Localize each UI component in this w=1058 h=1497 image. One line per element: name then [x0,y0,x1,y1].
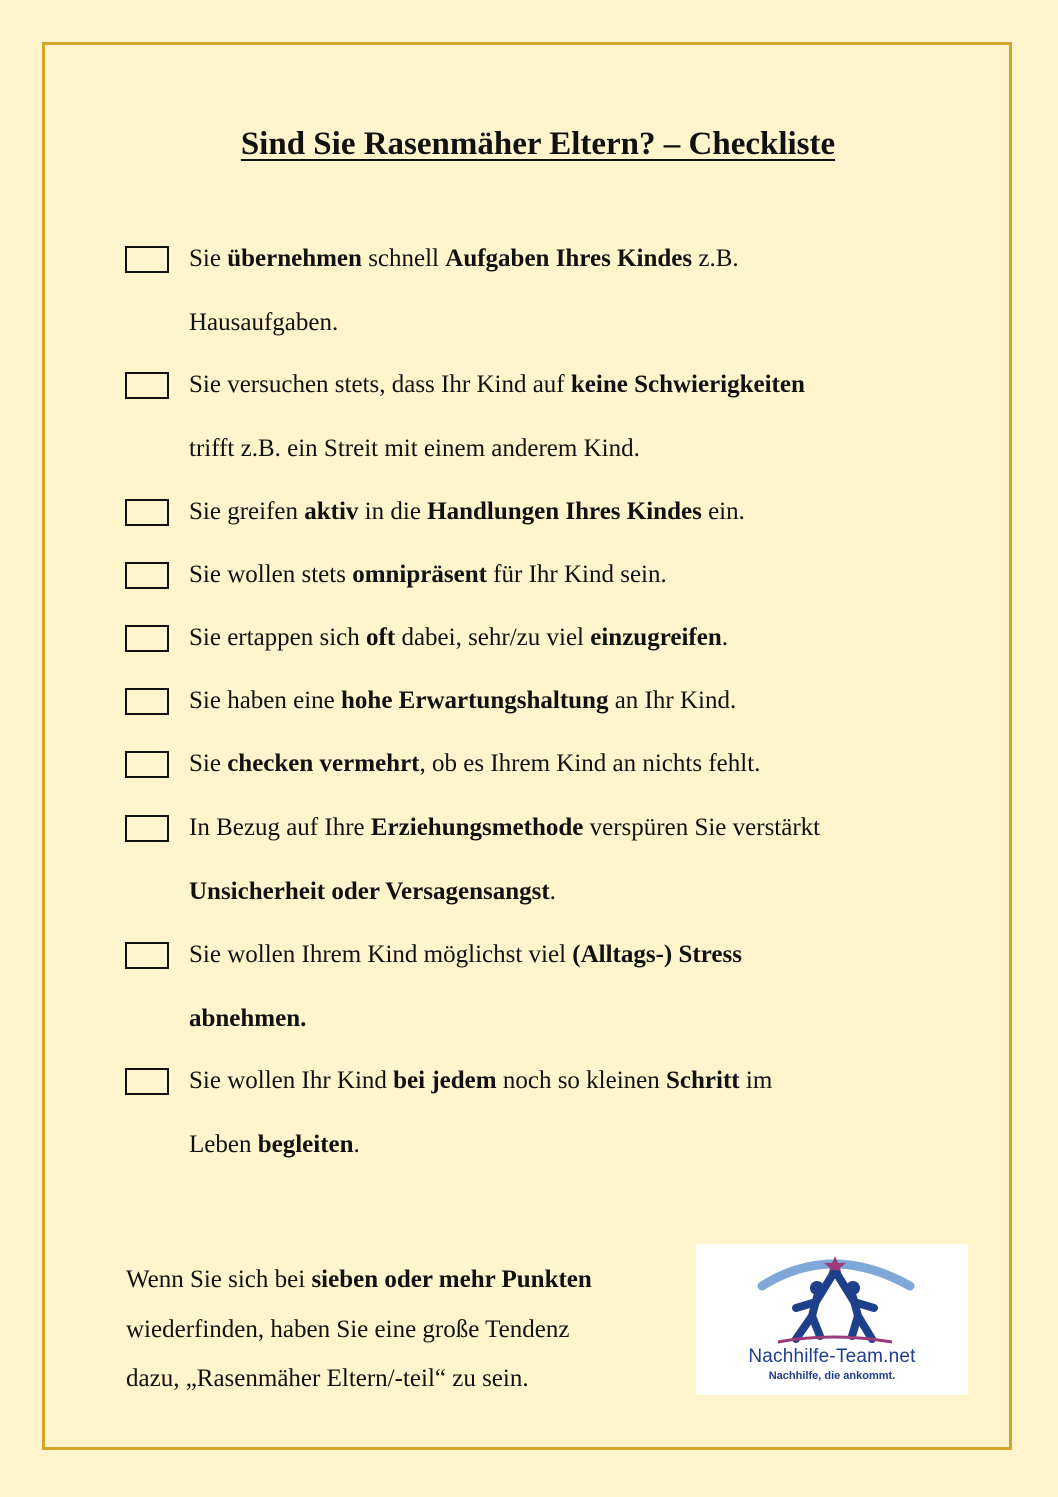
text-run: Sie wollen Ihrem Kind möglichst viel [189,941,573,968]
text-run: . [721,624,728,651]
item-text-line [189,1130,360,1160]
text-run: In Bezug auf Ihre [189,814,371,841]
bold-text: sieben oder mehr Punkten [311,1266,592,1293]
item-text-line [189,244,739,274]
bold-text: checken vermehrt [227,750,420,777]
item-text-line [189,686,736,716]
bold-text: einzugreifen [590,624,722,651]
bold-text: (Alltags-) Stress [572,941,742,968]
checkbox[interactable] [125,751,169,778]
text-run: ein. [701,498,745,525]
bold-text: bei jedem [393,1067,497,1094]
bold-text: Unsicherheit oder Versagensangst [189,877,550,905]
item-text-line [189,560,667,590]
bold-text: Schritt [666,1067,740,1094]
item-text-line [189,623,728,653]
text-run: Sie wollen Ihr Kind [189,1067,394,1094]
text-run: z.B. [692,245,739,272]
item-text-line [189,434,640,464]
checkbox[interactable] [125,246,169,273]
text-run: trifft z.B. ein Streit mit einem anderem Kind. [189,434,640,462]
checkbox[interactable] [125,815,169,842]
bold-text: abnehmen. [189,1004,307,1032]
bold-text: hohe Erwartungshaltung [341,687,609,714]
item-text-line [189,308,338,338]
bold-text: Erziehungsmethode [370,814,584,841]
item-text-line [189,497,745,527]
text-run: . [549,877,556,905]
text-run: schnell [361,245,446,272]
checkbox[interactable] [125,1068,169,1095]
logo-tagline: Nachhilfe, die ankommt. [768,1370,896,1382]
footer-line [126,1305,686,1355]
checkbox[interactable] [125,688,169,715]
bold-text: oft [366,624,396,651]
footer-note [126,1255,686,1404]
text-run: , ob es Ihrem Kind an nichts fehlt. [419,750,761,777]
item-text-line [189,940,742,970]
item-text-line [189,749,760,779]
checkbox[interactable] [125,562,169,589]
item-text-line [189,370,805,400]
text-run: dabei, sehr/zu viel [395,624,591,651]
text-run: für Ihr Kind sein. [486,561,667,588]
bold-text: begleiten [257,1130,354,1158]
item-text-line [189,1004,306,1034]
text-run: Leben [189,1130,258,1158]
checkbox[interactable] [125,372,169,399]
logo [696,1244,968,1395]
text-run: dazu, „Rasenmäher Eltern/-teil“ zu sein. [126,1365,529,1392]
footer-line [126,1255,686,1305]
text-run: Wenn Sie sich bei [126,1266,312,1293]
logo-name: Nachhilfe-Team.net [748,1346,916,1367]
page-title: Sind Sie Rasenmäher Eltern? – Checkliste [240,126,836,162]
item-text-line [189,1066,772,1096]
item-text-line [189,877,556,907]
text-run: in die [358,498,428,525]
checkbox[interactable] [125,499,169,526]
checkbox[interactable] [125,625,169,652]
text-run: Sie greifen [189,498,305,525]
text-run: Sie [189,750,228,777]
text-run: Hausaufgaben. [189,308,339,336]
text-run: noch so kleinen [496,1067,667,1094]
text-run: verspüren Sie verstärkt [583,814,821,841]
text-run: an Ihr Kind. [608,687,737,714]
bold-text: Handlungen Ihres Kindes [427,498,702,525]
item-text-line [189,813,820,843]
text-run: wiederfinden, haben Sie eine große Tendenz [126,1315,570,1343]
text-run: Sie haben eine [189,687,342,714]
bold-text: Aufgaben Ihres Kindes [445,245,693,272]
text-run: im [739,1067,773,1094]
bold-text: aktiv [304,498,359,525]
text-run: . [353,1130,360,1158]
bold-text: keine Schwierigkeiten [570,371,805,398]
bold-text: omnipräsent [352,561,487,588]
bold-text: übernehmen [227,245,362,272]
checkbox[interactable] [125,942,169,969]
text-run: Sie [189,245,228,272]
text-run: Sie ertappen sich [189,624,367,651]
text-run: Sie wollen stets [189,561,353,588]
text-run: Sie versuchen stets, dass Ihr Kind auf [189,371,571,398]
footer-line [126,1354,686,1404]
